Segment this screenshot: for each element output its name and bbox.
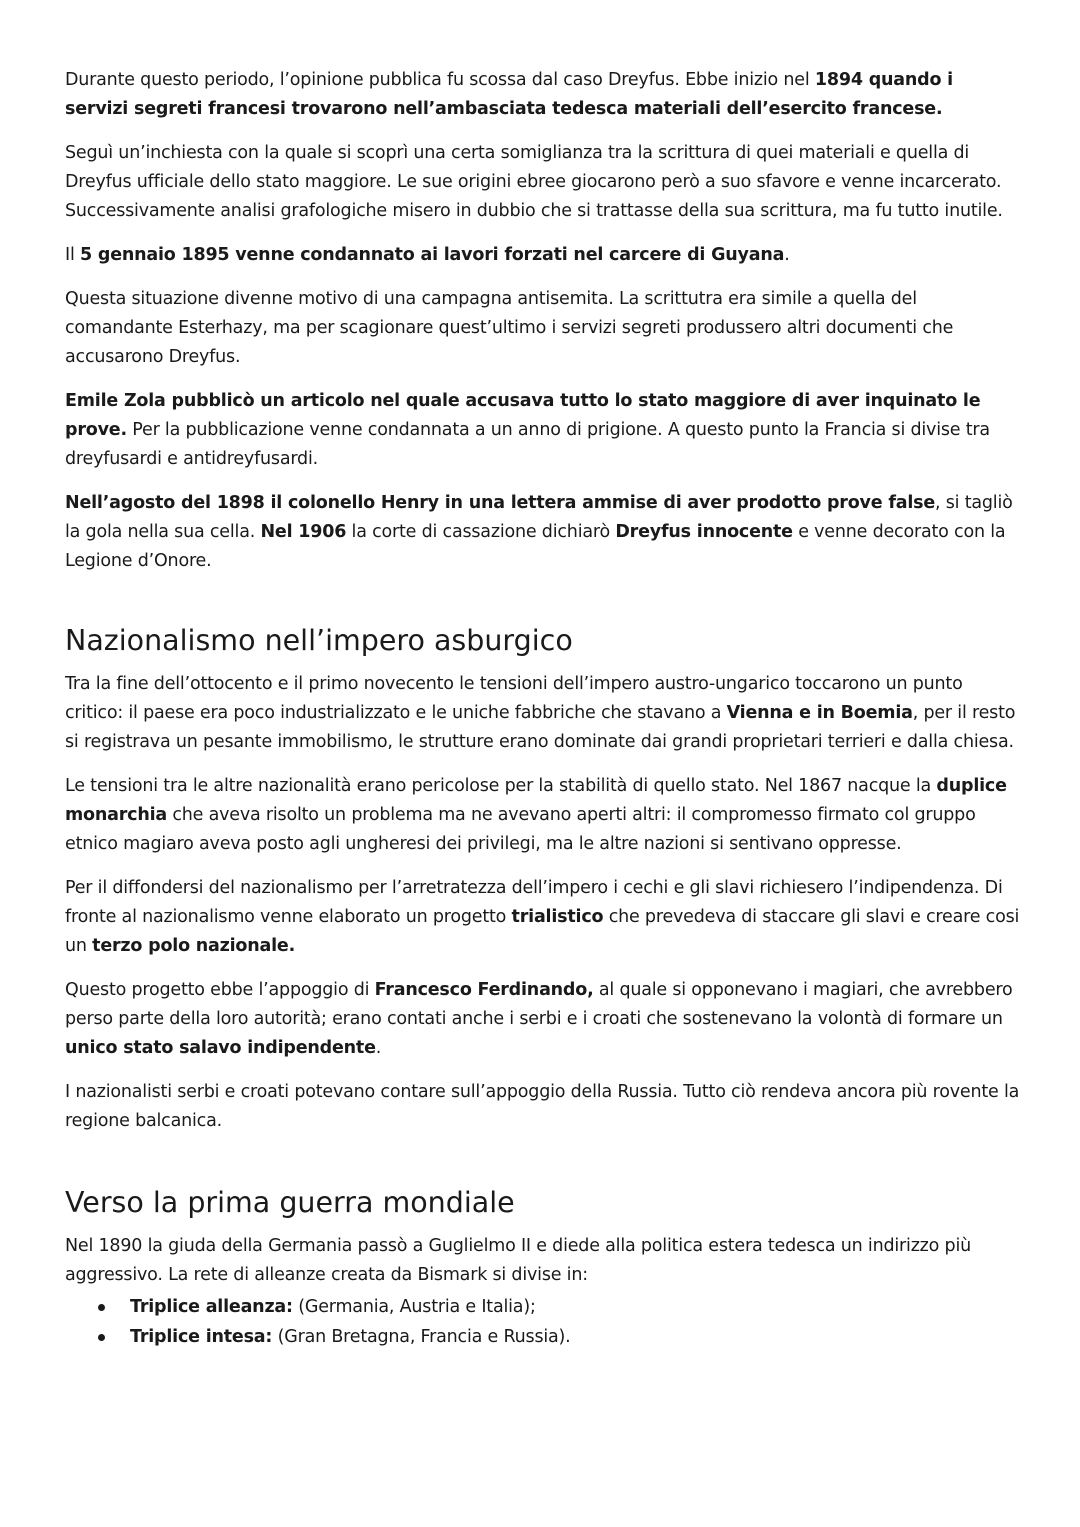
paragraph-dreyfus-intro	[65, 66, 1020, 124]
bold-text: Vienna e in Boemia	[726, 703, 913, 723]
list-item	[65, 1292, 1020, 1322]
paragraph-francesco-ferdinando	[65, 976, 1020, 1063]
bold-text: Nell’agosto del 1898 il colonello Henry in una lettera ammise di aver prodotto prove false	[65, 493, 936, 513]
text: la corte di cassazione dichiarò	[346, 522, 616, 542]
paragraph-duplice-monarchia	[65, 772, 1020, 859]
heading-guerra-mondiale: Verso la prima guerra mondiale	[65, 1186, 515, 1219]
text: .	[784, 245, 790, 265]
bold-text: trialistico	[511, 907, 604, 927]
text: Per il diffondersi del nazionalismo per l’arretratezza dell’impero i cechi e gli slavi richiesero l’indipendenza. Di fronte al nazionalismo venne elaborato un progetto	[65, 878, 1003, 927]
bold-text: duplice monarchia	[65, 776, 1007, 825]
bold-text: Triplice alleanza:	[130, 1297, 293, 1317]
paragraph-tensioni	[65, 670, 1020, 757]
text: Questo progetto ebbe l’appoggio di	[65, 980, 375, 1000]
text: (Germania, Austria e Italia);	[292, 1297, 536, 1317]
list-item	[65, 1322, 1020, 1352]
bold-text: 5 gennaio 1895 venne condannato ai lavori forzati nel carcere di Guyana	[80, 245, 785, 265]
text: Tra la fine dell’ottocento e il primo novecento le tensioni dell’impero austro-ungarico toccarono un punto critico: il paese era poco industrializzato e le uniche fabbriche che stavano a	[65, 674, 963, 723]
bold-text: Francesco Ferdinando,	[374, 980, 594, 1000]
paragraph-guglielmo: Nel 1890 la giuda della Germania passò a Guglielmo II e diede alla politica estera tedesca un indirizzo più aggressivo. La rete di alleanze creata da Bismark si divise in:	[65, 1236, 971, 1285]
bullet-icon	[98, 1334, 105, 1341]
bold-text: 1894 quando i servizi segreti francesi trovarono nell’ambasciata tedesca materiali dell’esercito francese.	[65, 70, 953, 119]
paragraph-condanna	[65, 241, 1020, 270]
bold-text: Emile Zola pubblicò un articolo nel quale accusava tutto lo stato maggiore di aver inquinato le prove.	[65, 391, 981, 440]
text: Per la pubblicazione venne condannata a un anno di prigione. A questo punto la Francia si divise tra dreyfusardi e antidreyfusardi.	[65, 420, 990, 469]
text: , si tagliò la gola nella sua cella.	[65, 493, 1013, 542]
bold-text: Triplice intesa:	[130, 1327, 273, 1347]
paragraph-trialismo	[65, 874, 1020, 961]
text: .	[375, 1038, 382, 1058]
text: al quale si opponevano i magiari, che avrebbero perso parte della loro autorità; erano contati anche i serbi e i croati che sostenevano la volontà di formare un	[65, 980, 1013, 1029]
bold-text: Dreyfus innocente	[615, 522, 793, 542]
bold-text: unico stato salavo indipendente	[65, 1038, 376, 1058]
text: e venne decorato con la Legione d’Onore.	[65, 522, 1006, 571]
text: che aveva risolto un problema ma ne avevano aperti altri: il compromesso firmato col gruppo etnico magiaro aveva posto agli ungheresi dei privilegi, ma le altre nazioni si sentivano oppresse.	[65, 805, 976, 854]
bullet-icon	[98, 1304, 105, 1311]
text: Durante questo periodo, l’opinione pubblica fu scossa dal caso Dreyfus. Ebbe inizio nel	[65, 70, 815, 90]
text: (Gran Bretagna, Francia e Russia).	[272, 1327, 571, 1347]
paragraph-zola	[65, 387, 1020, 474]
alliances-list	[65, 1292, 1020, 1352]
paragraph-henry	[65, 489, 1020, 576]
heading-nazionalismo: Nazionalismo nell’impero asburgico	[65, 624, 573, 657]
bold-text: terzo polo nazionale.	[92, 936, 296, 956]
document-page	[65, 66, 1020, 1352]
paragraph-inchiesta: Seguì un’inchiesta con la quale si scoprì una certa somiglianza tra la scrittura di quei materiali e quella di Dreyfus ufficiale dello stato maggiore. Le sue origini ebree giocarono però a suo sfavore e venne incarcerato. Successivamente analisi grafologiche misero in dubbio che si trattasse della sua scrittura, ma fu tutto inutile.	[65, 143, 1003, 221]
bold-text: Nel 1906	[260, 522, 347, 542]
text: Le tensioni tra le altre nazionalità erano pericolose per la stabilità di quello stato. Nel 1867 nacque la	[65, 776, 937, 796]
text: che prevedeva di staccare gli slavi e creare cosi un	[65, 907, 1020, 956]
text: Il	[65, 245, 80, 265]
paragraph-balcani: I nazionalisti serbi e croati potevano contare sull’appoggio della Russia. Tutto ciò rendeva ancora più rovente la regione balcanica.	[65, 1082, 1020, 1131]
paragraph-campagna-antisemita: Questa situazione divenne motivo di una campagna antisemita. La scrittutra era simile a quella del comandante Esterhazy, ma per scagionare quest’ultimo i servizi segreti produssero altri documenti che accusarono Dreyfus.	[65, 289, 954, 367]
text: , per il resto si registrava un pesante immobilismo, le strutture erano dominate dai grandi proprietari terrieri e dalla chiesa.	[65, 703, 1016, 752]
